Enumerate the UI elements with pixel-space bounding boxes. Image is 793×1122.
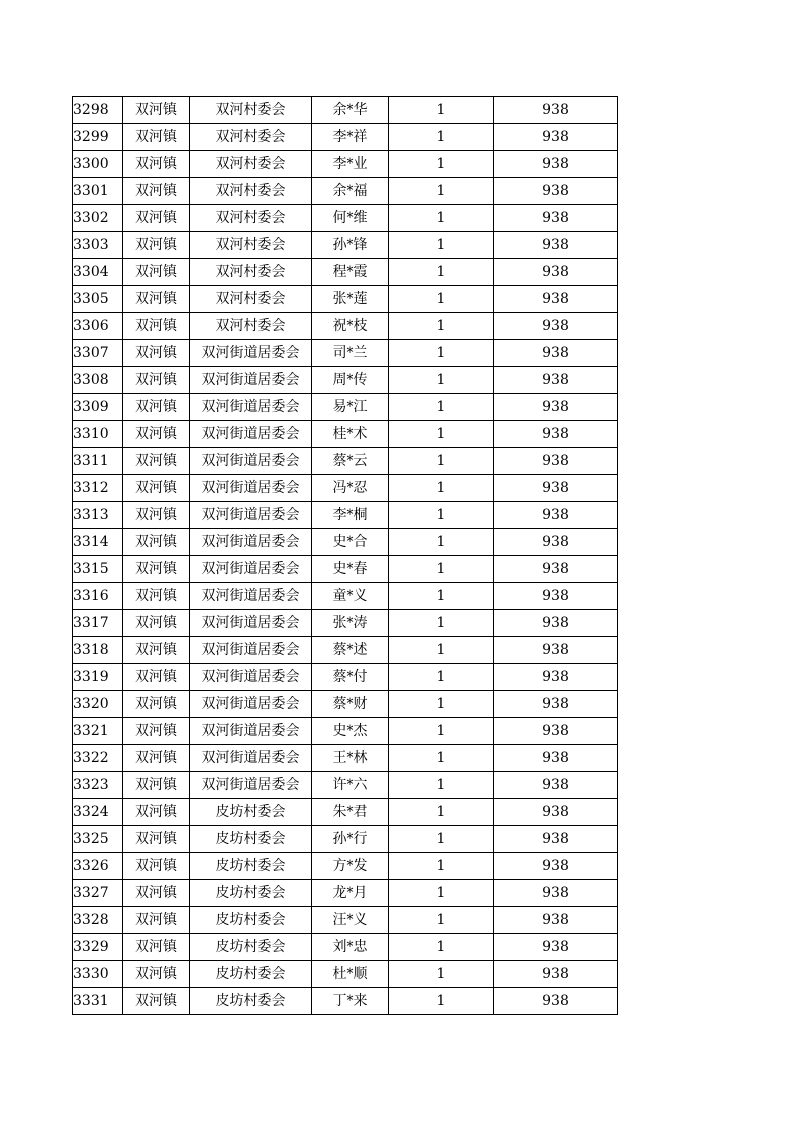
- cell-count: 1: [389, 286, 494, 313]
- cell-town: 双河镇: [123, 151, 190, 178]
- cell-town: 双河镇: [123, 934, 190, 961]
- cell-name: 朱*君: [312, 799, 389, 826]
- cell-amount: 938: [494, 556, 618, 583]
- cell-id: 3313: [73, 502, 123, 529]
- table-row: [73, 691, 618, 718]
- cell-town: 双河镇: [123, 907, 190, 934]
- cell-committee: 双河街道居委会: [190, 448, 312, 475]
- cell-amount: 938: [494, 529, 618, 556]
- cell-amount: 938: [494, 880, 618, 907]
- cell-amount: 938: [494, 232, 618, 259]
- cell-count: 1: [389, 826, 494, 853]
- cell-committee: 皮坊村委会: [190, 826, 312, 853]
- cell-name: 张*涛: [312, 610, 389, 637]
- cell-committee: 双河街道居委会: [190, 475, 312, 502]
- cell-committee: 双河街道居委会: [190, 556, 312, 583]
- cell-name: 余*福: [312, 178, 389, 205]
- cell-name: 冯*忍: [312, 475, 389, 502]
- cell-town: 双河镇: [123, 853, 190, 880]
- cell-town: 双河镇: [123, 205, 190, 232]
- cell-amount: 938: [494, 691, 618, 718]
- cell-count: 1: [389, 421, 494, 448]
- cell-count: 1: [389, 880, 494, 907]
- cell-count: 1: [389, 205, 494, 232]
- cell-name: 史*春: [312, 556, 389, 583]
- cell-town: 双河镇: [123, 529, 190, 556]
- cell-town: 双河镇: [123, 340, 190, 367]
- cell-count: 1: [389, 853, 494, 880]
- cell-name: 孙*锋: [312, 232, 389, 259]
- cell-amount: 938: [494, 799, 618, 826]
- cell-name: 龙*月: [312, 880, 389, 907]
- cell-id: 3331: [73, 988, 123, 1015]
- cell-amount: 938: [494, 475, 618, 502]
- cell-id: 3317: [73, 610, 123, 637]
- cell-name: 司*兰: [312, 340, 389, 367]
- cell-committee: 皮坊村委会: [190, 880, 312, 907]
- cell-count: 1: [389, 961, 494, 988]
- cell-name: 周*传: [312, 367, 389, 394]
- cell-name: 刘*忠: [312, 934, 389, 961]
- cell-count: 1: [389, 664, 494, 691]
- cell-name: 李*桐: [312, 502, 389, 529]
- cell-count: 1: [389, 151, 494, 178]
- cell-town: 双河镇: [123, 313, 190, 340]
- cell-amount: 938: [494, 340, 618, 367]
- table-row: [73, 745, 618, 772]
- cell-id: 3314: [73, 529, 123, 556]
- roster-table: [72, 96, 618, 1015]
- cell-town: 双河镇: [123, 610, 190, 637]
- cell-count: 1: [389, 313, 494, 340]
- cell-committee: 双河街道居委会: [190, 340, 312, 367]
- cell-count: 1: [389, 259, 494, 286]
- table-row: [73, 475, 618, 502]
- cell-id: 3301: [73, 178, 123, 205]
- cell-town: 双河镇: [123, 961, 190, 988]
- table-row: [73, 529, 618, 556]
- cell-committee: 双河街道居委会: [190, 502, 312, 529]
- cell-id: 3325: [73, 826, 123, 853]
- cell-town: 双河镇: [123, 367, 190, 394]
- cell-name: 丁*来: [312, 988, 389, 1015]
- cell-id: 3312: [73, 475, 123, 502]
- table-row: [73, 448, 618, 475]
- cell-committee: 双河街道居委会: [190, 367, 312, 394]
- cell-town: 双河镇: [123, 745, 190, 772]
- cell-count: 1: [389, 97, 494, 124]
- cell-name: 孙*行: [312, 826, 389, 853]
- cell-id: 3300: [73, 151, 123, 178]
- cell-id: 3320: [73, 691, 123, 718]
- cell-id: 3303: [73, 232, 123, 259]
- cell-town: 双河镇: [123, 826, 190, 853]
- cell-committee: 双河村委会: [190, 124, 312, 151]
- cell-amount: 938: [494, 367, 618, 394]
- cell-id: 3304: [73, 259, 123, 286]
- cell-count: 1: [389, 745, 494, 772]
- cell-id: 3306: [73, 313, 123, 340]
- cell-name: 王*林: [312, 745, 389, 772]
- cell-name: 桂*术: [312, 421, 389, 448]
- cell-committee: 皮坊村委会: [190, 961, 312, 988]
- cell-amount: 938: [494, 583, 618, 610]
- table-row: [73, 205, 618, 232]
- cell-id: 3316: [73, 583, 123, 610]
- cell-amount: 938: [494, 961, 618, 988]
- table-row: [73, 259, 618, 286]
- cell-committee: 双河街道居委会: [190, 745, 312, 772]
- cell-count: 1: [389, 610, 494, 637]
- cell-committee: 双河街道居委会: [190, 421, 312, 448]
- cell-count: 1: [389, 124, 494, 151]
- cell-id: 3299: [73, 124, 123, 151]
- cell-id: 3324: [73, 799, 123, 826]
- table-row: [73, 313, 618, 340]
- table-row: [73, 718, 618, 745]
- cell-id: 3309: [73, 394, 123, 421]
- cell-id: 3298: [73, 97, 123, 124]
- table-row: [73, 502, 618, 529]
- cell-committee: 双河村委会: [190, 97, 312, 124]
- cell-committee: 双河街道居委会: [190, 610, 312, 637]
- cell-town: 双河镇: [123, 259, 190, 286]
- cell-town: 双河镇: [123, 232, 190, 259]
- cell-amount: 938: [494, 664, 618, 691]
- cell-town: 双河镇: [123, 97, 190, 124]
- cell-town: 双河镇: [123, 502, 190, 529]
- cell-amount: 938: [494, 313, 618, 340]
- cell-amount: 938: [494, 718, 618, 745]
- cell-committee: 双河街道居委会: [190, 664, 312, 691]
- table-row: [73, 826, 618, 853]
- cell-name: 程*霞: [312, 259, 389, 286]
- cell-id: 3328: [73, 907, 123, 934]
- table-row: [73, 367, 618, 394]
- cell-committee: 双河街道居委会: [190, 583, 312, 610]
- cell-count: 1: [389, 367, 494, 394]
- cell-count: 1: [389, 448, 494, 475]
- cell-name: 祝*枝: [312, 313, 389, 340]
- cell-committee: 双河街道居委会: [190, 394, 312, 421]
- cell-town: 双河镇: [123, 988, 190, 1015]
- table-row: [73, 583, 618, 610]
- cell-name: 蔡*云: [312, 448, 389, 475]
- cell-town: 双河镇: [123, 772, 190, 799]
- cell-id: 3310: [73, 421, 123, 448]
- cell-id: 3315: [73, 556, 123, 583]
- cell-id: 3302: [73, 205, 123, 232]
- cell-town: 双河镇: [123, 583, 190, 610]
- table-row: [73, 286, 618, 313]
- cell-committee: 双河街道居委会: [190, 529, 312, 556]
- cell-town: 双河镇: [123, 556, 190, 583]
- cell-amount: 938: [494, 988, 618, 1015]
- cell-committee: 皮坊村委会: [190, 907, 312, 934]
- cell-id: 3321: [73, 718, 123, 745]
- cell-id: 3305: [73, 286, 123, 313]
- cell-committee: 双河村委会: [190, 205, 312, 232]
- cell-count: 1: [389, 529, 494, 556]
- cell-amount: 938: [494, 934, 618, 961]
- cell-town: 双河镇: [123, 691, 190, 718]
- cell-amount: 938: [494, 637, 618, 664]
- cell-amount: 938: [494, 97, 618, 124]
- table-row: [73, 934, 618, 961]
- cell-name: 蔡*付: [312, 664, 389, 691]
- cell-committee: 双河村委会: [190, 313, 312, 340]
- cell-name: 张*莲: [312, 286, 389, 313]
- table-row: [73, 97, 618, 124]
- cell-town: 双河镇: [123, 880, 190, 907]
- cell-amount: 938: [494, 151, 618, 178]
- cell-name: 杜*顺: [312, 961, 389, 988]
- cell-committee: 双河街道居委会: [190, 718, 312, 745]
- table-row: [73, 637, 618, 664]
- cell-amount: 938: [494, 124, 618, 151]
- cell-amount: 938: [494, 421, 618, 448]
- cell-count: 1: [389, 934, 494, 961]
- cell-town: 双河镇: [123, 718, 190, 745]
- cell-amount: 938: [494, 853, 618, 880]
- cell-amount: 938: [494, 259, 618, 286]
- cell-id: 3327: [73, 880, 123, 907]
- cell-town: 双河镇: [123, 394, 190, 421]
- cell-name: 李*祥: [312, 124, 389, 151]
- cell-town: 双河镇: [123, 664, 190, 691]
- cell-committee: 皮坊村委会: [190, 799, 312, 826]
- table-row: [73, 151, 618, 178]
- cell-count: 1: [389, 583, 494, 610]
- cell-town: 双河镇: [123, 178, 190, 205]
- cell-committee: 双河村委会: [190, 151, 312, 178]
- cell-committee: 双河村委会: [190, 286, 312, 313]
- cell-id: 3329: [73, 934, 123, 961]
- cell-town: 双河镇: [123, 448, 190, 475]
- table-row: [73, 961, 618, 988]
- cell-name: 蔡*述: [312, 637, 389, 664]
- roster-table-body: [73, 97, 618, 1015]
- table-row: [73, 610, 618, 637]
- cell-count: 1: [389, 502, 494, 529]
- cell-count: 1: [389, 556, 494, 583]
- cell-count: 1: [389, 340, 494, 367]
- cell-committee: 双河街道居委会: [190, 772, 312, 799]
- cell-name: 汪*义: [312, 907, 389, 934]
- cell-id: 3318: [73, 637, 123, 664]
- cell-id: 3307: [73, 340, 123, 367]
- table-row: [73, 556, 618, 583]
- cell-committee: 皮坊村委会: [190, 853, 312, 880]
- table-row: [73, 799, 618, 826]
- table-row: [73, 124, 618, 151]
- cell-name: 史*杰: [312, 718, 389, 745]
- cell-amount: 938: [494, 772, 618, 799]
- cell-id: 3322: [73, 745, 123, 772]
- cell-committee: 皮坊村委会: [190, 934, 312, 961]
- cell-committee: 双河村委会: [190, 232, 312, 259]
- cell-count: 1: [389, 178, 494, 205]
- cell-count: 1: [389, 799, 494, 826]
- table-row: [73, 178, 618, 205]
- cell-amount: 938: [494, 286, 618, 313]
- cell-id: 3319: [73, 664, 123, 691]
- table-row: [73, 664, 618, 691]
- cell-amount: 938: [494, 745, 618, 772]
- table-row: [73, 340, 618, 367]
- cell-count: 1: [389, 772, 494, 799]
- cell-name: 李*业: [312, 151, 389, 178]
- table-row: [73, 232, 618, 259]
- table-row: [73, 394, 618, 421]
- cell-town: 双河镇: [123, 124, 190, 151]
- cell-committee: 双河村委会: [190, 259, 312, 286]
- cell-amount: 938: [494, 205, 618, 232]
- cell-town: 双河镇: [123, 286, 190, 313]
- cell-amount: 938: [494, 907, 618, 934]
- table-row: [73, 880, 618, 907]
- cell-amount: 938: [494, 178, 618, 205]
- cell-name: 许*六: [312, 772, 389, 799]
- cell-count: 1: [389, 988, 494, 1015]
- cell-name: 易*江: [312, 394, 389, 421]
- cell-name: 蔡*财: [312, 691, 389, 718]
- cell-count: 1: [389, 907, 494, 934]
- cell-id: 3308: [73, 367, 123, 394]
- cell-count: 1: [389, 232, 494, 259]
- cell-committee: 双河街道居委会: [190, 637, 312, 664]
- cell-town: 双河镇: [123, 799, 190, 826]
- cell-id: 3326: [73, 853, 123, 880]
- cell-amount: 938: [494, 826, 618, 853]
- table-row: [73, 421, 618, 448]
- cell-town: 双河镇: [123, 421, 190, 448]
- cell-id: 3323: [73, 772, 123, 799]
- cell-count: 1: [389, 637, 494, 664]
- cell-amount: 938: [494, 394, 618, 421]
- cell-name: 童*义: [312, 583, 389, 610]
- cell-amount: 938: [494, 448, 618, 475]
- table-row: [73, 907, 618, 934]
- table-row: [73, 853, 618, 880]
- cell-name: 余*华: [312, 97, 389, 124]
- table-row: [73, 772, 618, 799]
- cell-committee: 双河街道居委会: [190, 691, 312, 718]
- cell-count: 1: [389, 718, 494, 745]
- cell-count: 1: [389, 394, 494, 421]
- table-row: [73, 988, 618, 1015]
- cell-count: 1: [389, 691, 494, 718]
- cell-id: 3330: [73, 961, 123, 988]
- cell-town: 双河镇: [123, 475, 190, 502]
- cell-name: 史*合: [312, 529, 389, 556]
- cell-committee: 双河村委会: [190, 178, 312, 205]
- cell-amount: 938: [494, 610, 618, 637]
- cell-town: 双河镇: [123, 637, 190, 664]
- cell-name: 何*维: [312, 205, 389, 232]
- cell-amount: 938: [494, 502, 618, 529]
- cell-committee: 皮坊村委会: [190, 988, 312, 1015]
- cell-count: 1: [389, 475, 494, 502]
- cell-id: 3311: [73, 448, 123, 475]
- cell-name: 方*发: [312, 853, 389, 880]
